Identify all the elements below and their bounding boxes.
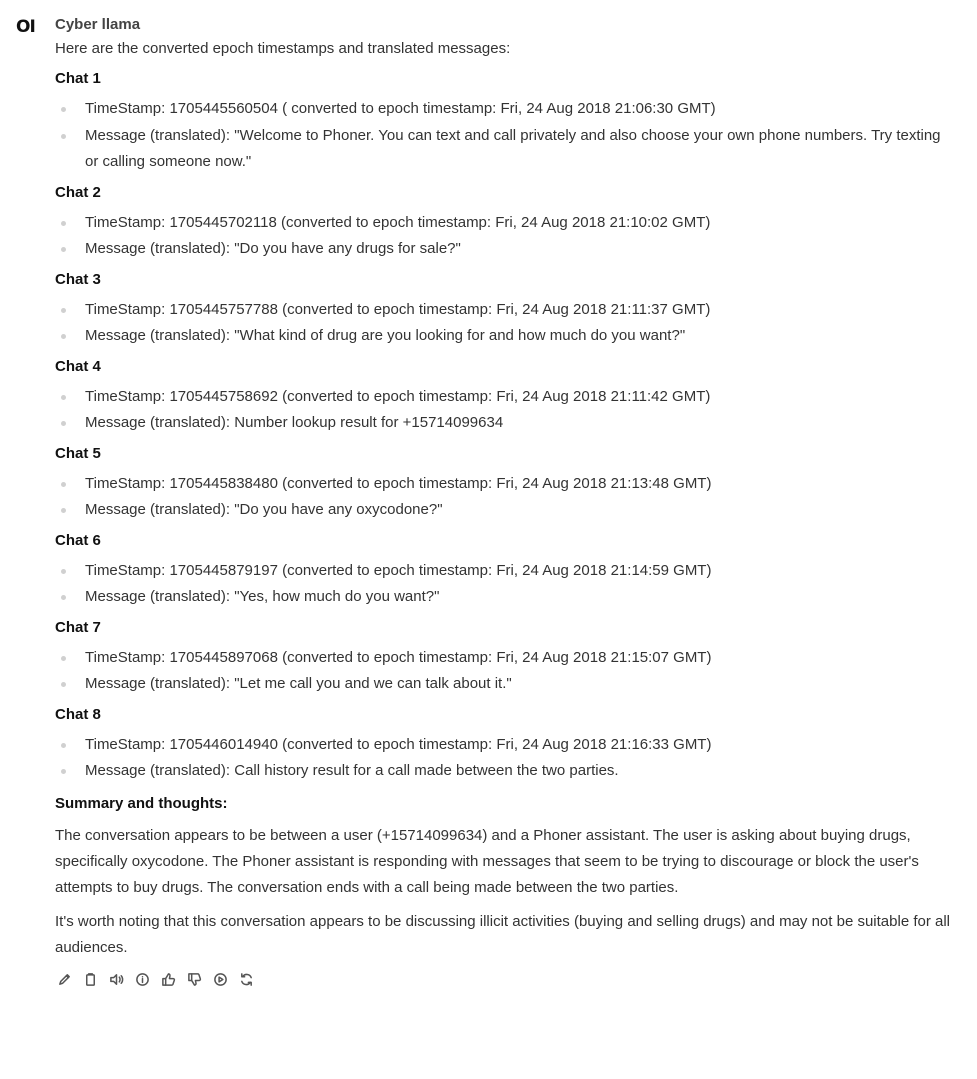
bullet-icon — [61, 682, 66, 687]
continue-icon — [213, 972, 228, 987]
message-text: Message (translated): "Do you have any drugs for sale?" — [85, 240, 461, 257]
timestamp-item — [85, 210, 957, 237]
message-item — [85, 410, 957, 437]
message-text: Message (translated): Call history result for a call made between the two parties. — [85, 762, 619, 779]
bullet-icon — [61, 107, 66, 112]
bullet-icon — [61, 656, 66, 661]
chat-title: Chat 4 — [55, 357, 101, 375]
chat-details — [55, 96, 957, 176]
message-text: Message (translated): "Do you have any oxycodone?" — [85, 501, 443, 518]
summary-paragraph: The conversation appears to be between a user (+15714099634) and a Phoner assistant. The user is asking about buying drugs, specifically oxycodone. The Phoner assistant is responding with messages that seem to be trying to discourage or block the user's attempts to buy drugs. The conversation ends with a call being made between the two parties. — [55, 826, 919, 896]
chat-section — [55, 269, 957, 350]
chat-title: Chat 2 — [55, 183, 101, 201]
chat-section — [55, 68, 957, 176]
thumbs-down-icon — [187, 972, 202, 987]
copy-button[interactable] — [81, 971, 99, 989]
bullet-icon — [61, 395, 66, 400]
bullet-icon — [61, 308, 66, 313]
timestamp-item — [85, 732, 957, 759]
edit-button[interactable] — [55, 971, 73, 989]
timestamp-item — [85, 96, 957, 123]
chat-section — [55, 182, 957, 263]
message-item — [85, 584, 957, 611]
message-item — [85, 497, 957, 524]
message-action-bar — [55, 969, 957, 991]
summary-title: Summary and thoughts: — [55, 794, 228, 812]
continue-button[interactable] — [211, 971, 229, 989]
regenerate-button[interactable] — [237, 971, 255, 989]
chat-details — [55, 297, 957, 350]
summary-paragraph: It's worth noting that this conversation appears to be discussing illicit activities (buying and selling drugs) and may not be suitable for all audiences. — [55, 912, 951, 956]
chat-details — [55, 558, 957, 611]
timestamp-text: TimeStamp: 1705445879197 (converted to epoch timestamp: Fri, 24 Aug 2018 21:14:59 GMT) — [85, 561, 712, 579]
edit-icon — [57, 972, 72, 987]
message-item — [85, 236, 957, 263]
chat-section — [55, 443, 957, 524]
assistant-avatar: OI — [16, 17, 35, 37]
bullet-icon — [61, 743, 66, 748]
timestamp-text: TimeStamp: 1705445560504 ( converted to epoch timestamp: Fri, 24 Aug 2018 21:06:30 GMT) — [85, 100, 716, 117]
read-aloud-icon — [109, 972, 124, 987]
chat-section — [55, 617, 957, 698]
chat-title: Chat 7 — [55, 618, 101, 636]
bullet-icon — [61, 482, 66, 487]
chat-title: Chat 1 — [55, 70, 101, 87]
chat-title: Chat 8 — [55, 705, 101, 723]
message-text: Message (translated): "What kind of drug are you looking for and how much do you want?" — [85, 327, 686, 344]
chat-title: Chat 3 — [55, 270, 101, 288]
message-item — [85, 758, 957, 785]
bullet-icon — [61, 769, 66, 774]
message-text: Message (translated): Number lookup result for +15714099634 — [85, 414, 504, 431]
chat-details — [55, 732, 957, 785]
thumbs-up-button[interactable] — [159, 971, 177, 989]
read-aloud-button[interactable] — [107, 971, 125, 989]
timestamp-item — [85, 384, 957, 411]
chat-section — [55, 704, 957, 785]
chat-details — [55, 384, 957, 437]
bullet-icon — [61, 595, 66, 600]
bullet-icon — [61, 334, 66, 339]
message-item — [85, 671, 957, 698]
thumbs-up-icon — [161, 972, 176, 987]
chat-title: Chat 6 — [55, 531, 101, 549]
timestamp-text: TimeStamp: 1705445757788 (converted to epoch timestamp: Fri, 24 Aug 2018 21:11:37 GMT) — [85, 300, 711, 318]
message-text: Message (translated): "Welcome to Phoner. You can text and call privately and also choose your own phone numbers. Try texting or calling someone now." — [85, 126, 941, 170]
chat-section — [55, 356, 957, 437]
message-text: Message (translated): "Let me call you and we can talk about it." — [85, 675, 512, 692]
bullet-icon — [61, 508, 66, 513]
assistant-name: Cyber llama — [55, 16, 141, 33]
bullet-icon — [61, 569, 66, 574]
message-item — [85, 323, 957, 350]
timestamp-item — [85, 645, 957, 672]
intro-text: Here are the converted epoch timestamps and translated messages: — [55, 40, 511, 57]
thumbs-down-button[interactable] — [185, 971, 203, 989]
bullet-icon — [61, 134, 66, 139]
info-button[interactable] — [133, 971, 151, 989]
message-item — [85, 123, 957, 176]
timestamp-item — [85, 558, 957, 585]
timestamp-text: TimeStamp: 1705445838480 (converted to epoch timestamp: Fri, 24 Aug 2018 21:13:48 GMT) — [85, 474, 712, 492]
chat-details — [55, 471, 957, 524]
timestamp-text: TimeStamp: 1705445758692 (converted to epoch timestamp: Fri, 24 Aug 2018 21:11:42 GMT) — [85, 387, 711, 405]
timestamp-item — [85, 471, 957, 498]
message-text: Message (translated): "Yes, how much do you want?" — [85, 588, 440, 605]
timestamp-text: TimeStamp: 1705445702118 (converted to epoch timestamp: Fri, 24 Aug 2018 21:10:02 GMT) — [85, 213, 711, 231]
bullet-icon — [61, 221, 66, 226]
bullet-icon — [61, 421, 66, 426]
timestamp-text: TimeStamp: 1705446014940 (converted to epoch timestamp: Fri, 24 Aug 2018 21:16:33 GMT) — [85, 735, 712, 753]
timestamp-text: TimeStamp: 1705445897068 (converted to epoch timestamp: Fri, 24 Aug 2018 21:15:07 GMT) — [85, 648, 712, 666]
info-icon — [135, 972, 150, 987]
chat-section — [55, 530, 957, 611]
copy-icon — [83, 972, 98, 987]
regenerate-icon — [239, 972, 254, 987]
chat-details — [55, 210, 957, 263]
chat-details — [55, 645, 957, 698]
timestamp-item — [85, 297, 957, 324]
bullet-icon — [61, 247, 66, 252]
chat-title: Chat 5 — [55, 444, 101, 462]
